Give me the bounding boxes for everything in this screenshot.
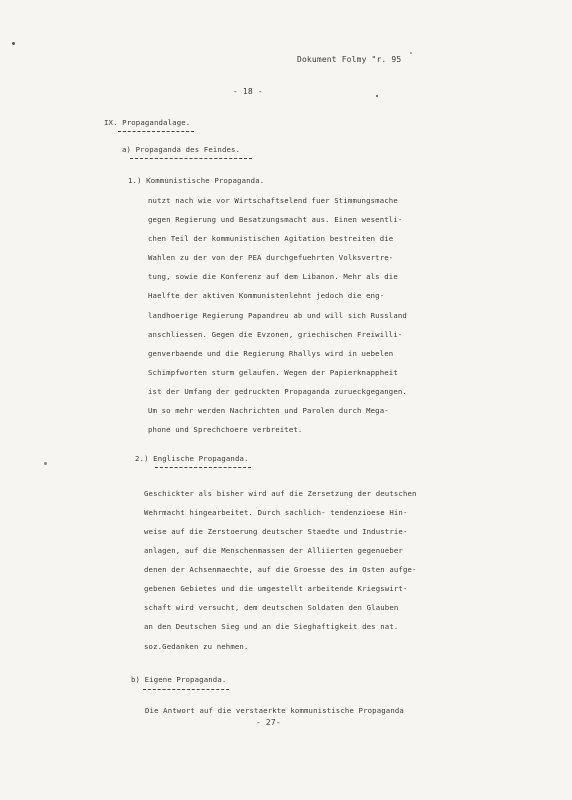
body-line: Geschickter als bisher wird auf die Zersetzung der deutschen [144,489,417,498]
body-line: genverbaende und die Regierung Rhallys wird in uebelen [148,349,394,358]
document-reference: Dokument Folmy "r. 95 [297,55,402,64]
body-line: Wahlen zu der von der PEA durchgefuehrten Volksvertre- [148,253,394,262]
subsection-b-heading: b) Eigene Propaganda. [131,675,227,684]
body-line: Wehrmacht hingearbeitet. Durch sachlich- tendenzioese Hin- [144,508,408,517]
body-line: ist der Umfang der gedruckten Propaganda zurueckgegangen. [148,387,407,396]
body-line: denen der Achsenmaechte, auf die Groesse des im Osten aufge- [144,565,417,574]
body-line: Haelfte der aktiven Kommunistenlehnt jedoch die eng- [148,291,385,300]
body-line: anschliessen. Gegen die Evzonen, griechischen Freiwilli- [148,330,403,339]
subsection-a-underline [130,158,252,159]
body-line: gebenen Gebietes und die umgestellt arbeitende Kriegswirt- [144,584,408,593]
body-line: Um so mehr werden Nachrichten und Parolen durch Mega- [148,406,389,415]
item-1-heading: 1.) Kommunistische Propaganda. [128,176,265,185]
body-line: Die Antwort auf die verstaerkte kommunistische Propaganda [145,706,404,715]
body-line: an den Deutschen Sieg und an die Sieghaftigkeit des nat. [144,622,399,631]
section-title-underline [118,131,194,132]
body-line: soz.Gedanken zu nehmen. [144,642,249,651]
body-line: landhoerige Regierung Papandreu ab und will sich Russland [148,311,407,320]
section-title: IX. Propagandalage. [104,118,191,127]
body-line: Schimpfworten sturm gelaufen. Wegen der Papierknappheit [148,368,398,377]
subsection-b-underline [143,689,229,690]
scan-speck [410,52,412,54]
body-line: chen Teil der kommunistischen Agitation bestreiten die [148,234,394,243]
page-number-bottom: - 27- [256,718,281,727]
body-line: tung, sowie die Konferenz auf dem Libanon. Mehr als die [148,272,398,281]
body-line: weise auf die Zerstoerung deutscher Staedte und Industrie- [144,527,408,536]
scan-speck [12,42,15,45]
subsection-a-heading: a) Propaganda des Feindes. [122,145,241,154]
page-number-top: - 18 - [233,87,263,96]
body-line: gegen Regierung und Besatzungsmacht aus. Einen wesentli- [148,215,403,224]
body-line: anlagen, auf die Menschenmassen der Alliierten gegenueber [144,546,403,555]
body-line: schaft wird versucht, dem deutschen Soldaten den Glauben [144,603,399,612]
item-2-heading: 2.) Englische Propaganda. [135,454,249,463]
item-2-underline [155,467,251,468]
scan-speck [44,462,47,465]
body-line: nutzt nach wie vor Wirtschaftselend fuer Stimmungsmache [148,196,398,205]
scan-speck [376,95,378,97]
body-line: phone und Sprechchoere verbreitet. [148,425,303,434]
